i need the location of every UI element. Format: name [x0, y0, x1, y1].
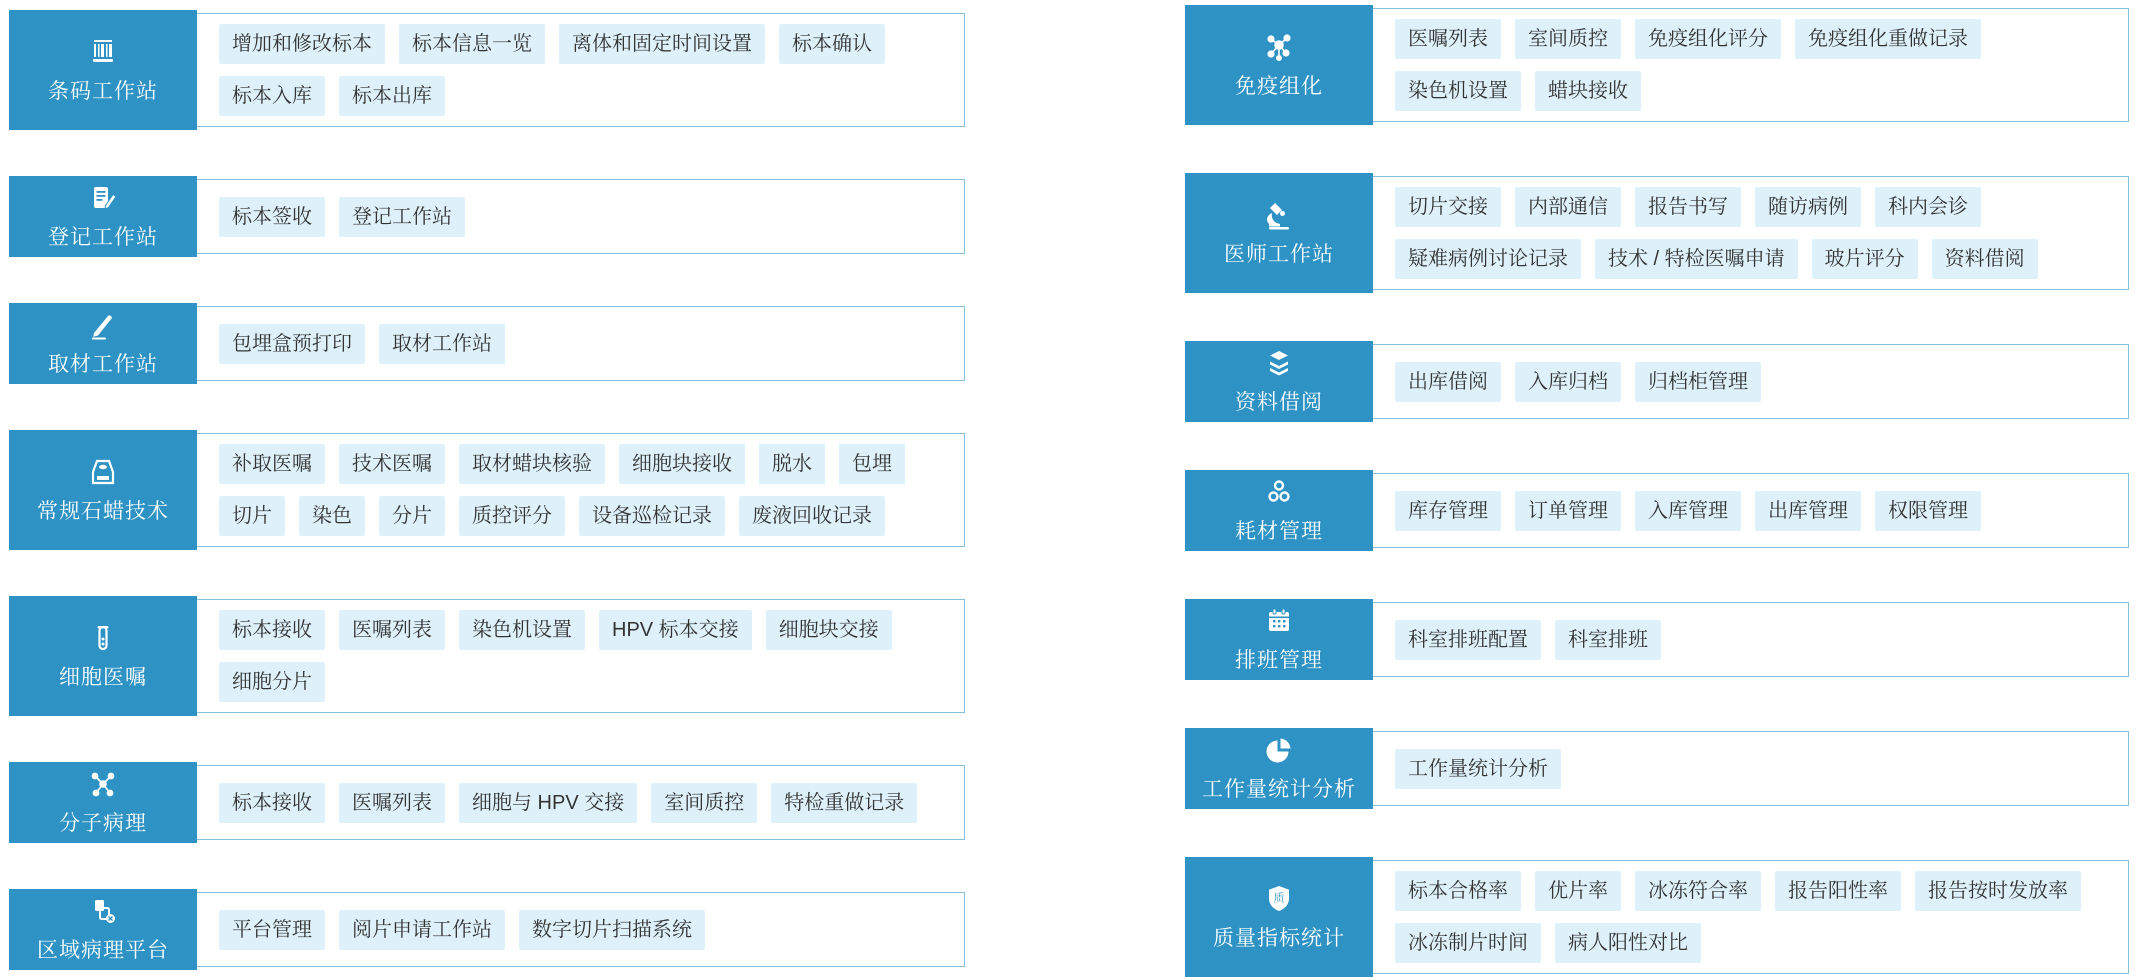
layers-icon: [1263, 347, 1295, 379]
category-panel: [1373, 731, 2129, 806]
category-header[interactable]: [9, 762, 197, 843]
category-section: [9, 889, 965, 970]
menu-item[interactable]: 离体和固定时间设置: [559, 24, 765, 64]
menu-item[interactable]: 脱水: [759, 444, 825, 484]
menu-item[interactable]: 优片率: [1535, 871, 1621, 911]
menu-column-right: [1185, 5, 2129, 977]
menu-item[interactable]: 室间质控: [1515, 19, 1621, 59]
category-section: [9, 762, 965, 843]
menu-item[interactable]: 归档柜管理: [1635, 362, 1761, 402]
menu-item[interactable]: 标本接收: [219, 783, 325, 823]
category-panel: [1373, 602, 2129, 677]
category-label: 登记工作站: [48, 226, 158, 249]
menu-item[interactable]: 医嘱列表: [339, 610, 445, 650]
menu-item[interactable]: 科室排班配置: [1395, 620, 1541, 660]
category-panel: [1373, 176, 2129, 290]
menu-item[interactable]: 病人阳性对比: [1555, 923, 1701, 963]
quality-shield-icon: [1263, 883, 1295, 915]
scalpel-icon: [87, 309, 119, 341]
category-panel: [197, 599, 965, 713]
category-label: 细胞医嘱: [59, 665, 147, 689]
category-section: [1185, 728, 2129, 809]
menu-item[interactable]: 特检重做记录: [771, 783, 917, 823]
category-label: 排班管理: [1235, 649, 1323, 672]
category-label: 分子病理: [59, 812, 147, 835]
menu-item[interactable]: 医嘱列表: [1395, 19, 1501, 59]
category-label: 免疫组化: [1235, 74, 1323, 98]
category-header[interactable]: [1185, 728, 1373, 809]
menu-item[interactable]: 细胞分片: [219, 662, 325, 702]
menu-item[interactable]: 阅片申请工作站: [339, 910, 505, 950]
menu-item[interactable]: 细胞块交接: [766, 610, 892, 650]
menu-item[interactable]: 标本信息一览: [399, 24, 545, 64]
menu-item[interactable]: 废液回收记录: [739, 496, 885, 536]
menu-item[interactable]: 细胞块接收: [619, 444, 745, 484]
menu-item[interactable]: 报告按时发放率: [1915, 871, 2081, 911]
menu-item[interactable]: 内部通信: [1515, 187, 1621, 227]
category-label: 耗材管理: [1235, 520, 1323, 543]
molecule-icon: [87, 768, 119, 800]
category-panel: [1373, 473, 2129, 548]
category-section: [1185, 599, 2129, 680]
menu-item[interactable]: 染色机设置: [1395, 71, 1521, 111]
svg-text:质: 质: [1273, 891, 1285, 904]
menu-item[interactable]: 设备巡检记录: [579, 496, 725, 536]
menu-item[interactable]: 报告阳性率: [1775, 871, 1901, 911]
menu-item[interactable]: 入库归档: [1515, 362, 1621, 402]
category-panel: [197, 13, 965, 127]
category-panel: [197, 433, 965, 547]
calendar-icon: [1263, 605, 1295, 637]
category-section: [1185, 857, 2129, 977]
menu-item[interactable]: 疑难病例讨论记录: [1395, 239, 1581, 279]
pie-chart-icon: [1263, 734, 1295, 766]
menu-item[interactable]: 出库管理: [1755, 491, 1861, 531]
menu-item[interactable]: 科内会诊: [1875, 187, 1981, 227]
menu-item[interactable]: 标本确认: [779, 24, 885, 64]
menu-item[interactable]: 医嘱列表: [339, 783, 445, 823]
menu-item[interactable]: 入库管理: [1635, 491, 1741, 531]
menu-item[interactable]: 细胞与 HPV 交接: [459, 783, 637, 823]
category-header[interactable]: [9, 303, 197, 384]
category-label: 质量指标统计: [1213, 926, 1345, 950]
menu-item[interactable]: 取材工作站: [379, 324, 505, 364]
menu-item[interactable]: 蜡块接收: [1535, 71, 1641, 111]
menu-item[interactable]: 免疫组化评分: [1635, 19, 1781, 59]
category-section: [1185, 470, 2129, 551]
category-header[interactable]: [1185, 341, 1373, 422]
category-header[interactable]: [1185, 857, 1373, 977]
test-tube-icon: [87, 622, 119, 654]
menu-item[interactable]: 科室排班: [1555, 620, 1661, 660]
menu-item[interactable]: 订单管理: [1515, 491, 1621, 531]
category-section: [9, 303, 965, 384]
menu-column-left: [9, 10, 965, 970]
category-header[interactable]: [9, 10, 197, 130]
ihc-molecule-icon: [1263, 31, 1295, 63]
category-panel: [197, 306, 965, 381]
category-header[interactable]: [9, 176, 197, 257]
menu-item[interactable]: 包埋盒预打印: [219, 324, 365, 364]
menu-item[interactable]: 免疫组化重做记录: [1795, 19, 1981, 59]
category-header[interactable]: [1185, 599, 1373, 680]
menu-item[interactable]: 染色机设置: [459, 610, 585, 650]
category-label: 工作量统计分析: [1202, 778, 1356, 801]
menu-item[interactable]: 补取医嘱: [219, 444, 325, 484]
menu-item[interactable]: 随访病例: [1755, 187, 1861, 227]
menu-item[interactable]: 平台管理: [219, 910, 325, 950]
menu-item[interactable]: 染色: [299, 496, 365, 536]
category-header[interactable]: [9, 889, 197, 970]
category-panel: [197, 892, 965, 967]
category-section: [1185, 5, 2129, 125]
menu-item[interactable]: 报告书写: [1635, 187, 1741, 227]
digital-slides-icon: [87, 895, 119, 927]
category-section: [9, 10, 965, 130]
category-label: 常规石蜡技术: [37, 499, 169, 523]
category-label: 取材工作站: [48, 353, 158, 376]
category-label: 区域病理平台: [37, 939, 169, 962]
menu-item[interactable]: 切片: [219, 496, 285, 536]
category-panel: [1373, 344, 2129, 419]
menu-item[interactable]: 分片: [379, 496, 445, 536]
menu-item[interactable]: 质控评分: [459, 496, 565, 536]
menu-item[interactable]: 技术 / 特检医嘱申请: [1595, 239, 1798, 279]
menu-item[interactable]: 室间质控: [651, 783, 757, 823]
category-section: [9, 176, 965, 257]
menu-item[interactable]: 取材蜡块核验: [459, 444, 605, 484]
menu-item[interactable]: 技术医嘱: [339, 444, 445, 484]
menu-item[interactable]: 权限管理: [1875, 491, 1981, 531]
menu-item[interactable]: 标本合格率: [1395, 871, 1521, 911]
menu-item[interactable]: 玻片评分: [1812, 239, 1918, 279]
register-note-icon: [87, 182, 119, 214]
category-section: [9, 430, 965, 550]
menu-item[interactable]: 冰冻制片时间: [1395, 923, 1541, 963]
menu-item[interactable]: 标本签收: [219, 197, 325, 237]
category-header[interactable]: [9, 596, 197, 716]
category-header[interactable]: [1185, 173, 1373, 293]
menu-item[interactable]: 包埋: [839, 444, 905, 484]
barcode-workstation-icon: [87, 36, 119, 68]
category-label: 医师工作站: [1224, 242, 1334, 266]
menu-item[interactable]: 数字切片扫描系统: [519, 910, 705, 950]
category-panel: [197, 765, 965, 840]
menu-item[interactable]: 登记工作站: [339, 197, 465, 237]
beads-icon: [1263, 476, 1295, 508]
menu-item[interactable]: 标本出库: [339, 76, 445, 116]
category-header[interactable]: [1185, 5, 1373, 125]
category-section: [1185, 173, 2129, 293]
category-section: [1185, 341, 2129, 422]
category-panel: [197, 179, 965, 254]
menu-item[interactable]: 工作量统计分析: [1395, 749, 1561, 789]
embedding-cassette-icon: [87, 456, 119, 488]
menu-item[interactable]: 标本接收: [219, 610, 325, 650]
menu-item[interactable]: 冰冻符合率: [1635, 871, 1761, 911]
category-section: [9, 596, 965, 716]
menu-item[interactable]: 出库借阅: [1395, 362, 1501, 402]
category-header[interactable]: [1185, 470, 1373, 551]
menu-item[interactable]: 标本入库: [219, 76, 325, 116]
category-panel: [1373, 8, 2129, 122]
menu-item[interactable]: 增加和修改标本: [219, 24, 385, 64]
category-panel: [1373, 860, 2129, 974]
category-label: 条码工作站: [48, 79, 158, 103]
menu-item[interactable]: 库存管理: [1395, 491, 1501, 531]
menu-item[interactable]: 切片交接: [1395, 187, 1501, 227]
microscope-icon: [1263, 199, 1295, 231]
category-header[interactable]: [9, 430, 197, 550]
menu-item[interactable]: 资料借阅: [1932, 239, 2038, 279]
menu-item[interactable]: HPV 标本交接: [599, 610, 752, 650]
category-label: 资料借阅: [1235, 391, 1323, 414]
